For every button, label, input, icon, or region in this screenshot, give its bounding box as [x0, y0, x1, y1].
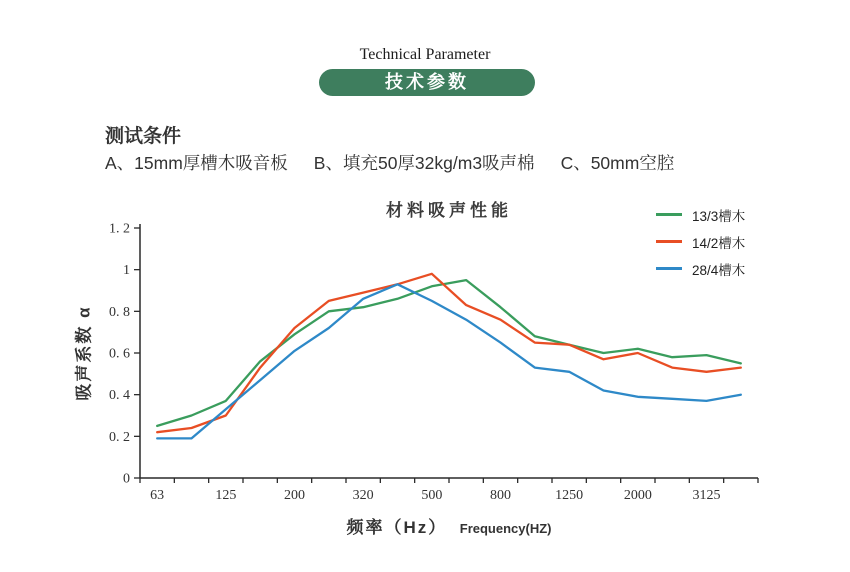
- y-tick-label: 0. 8: [109, 304, 130, 320]
- series-line-2: [157, 284, 741, 438]
- y-tick-label: 1. 2: [109, 221, 130, 237]
- y-tick-label: 0. 4: [109, 388, 130, 404]
- chart-title: 材料吸声性能: [386, 201, 512, 220]
- x-tick-label: 320: [352, 488, 374, 503]
- x-axis-title-en: Frequency(HZ): [459, 521, 552, 536]
- x-tick-label: 2000: [623, 488, 652, 503]
- section-banner: 技术参数: [319, 69, 535, 96]
- x-tick-label: 500: [421, 488, 443, 503]
- condition-b: B、填充50厚32kg/m3吸声棉: [313, 153, 535, 173]
- legend-label: 28/4槽木: [692, 262, 746, 278]
- x-axis-title-zh: 频率（Hz）: [346, 518, 448, 537]
- x-tick-label: 800: [490, 488, 511, 503]
- y-tick-label: 1: [123, 263, 130, 279]
- x-tick-label: 125: [215, 488, 237, 503]
- legend-label: 13/3槽木: [692, 208, 746, 224]
- y-tick-label: 0. 2: [109, 429, 130, 445]
- y-axis-title: 吸声系数 α: [74, 305, 94, 401]
- condition-c: C、50mm空腔: [560, 153, 675, 173]
- page-title-en: Technical Parameter: [359, 46, 491, 63]
- x-tick-label: 63: [150, 488, 165, 503]
- condition-a: A、15mm厚槽木吸音板: [105, 153, 288, 173]
- test-conditions-heading: 测试条件: [105, 126, 182, 147]
- legend-label: 14/2槽木: [692, 235, 746, 251]
- x-tick-label: 1250: [555, 488, 584, 503]
- y-tick-label: 0. 6: [109, 346, 130, 362]
- series-line-0: [157, 280, 741, 426]
- x-tick-label: 3125: [692, 488, 721, 503]
- x-tick-label: 200: [284, 488, 305, 503]
- y-tick-label: 0: [123, 471, 130, 487]
